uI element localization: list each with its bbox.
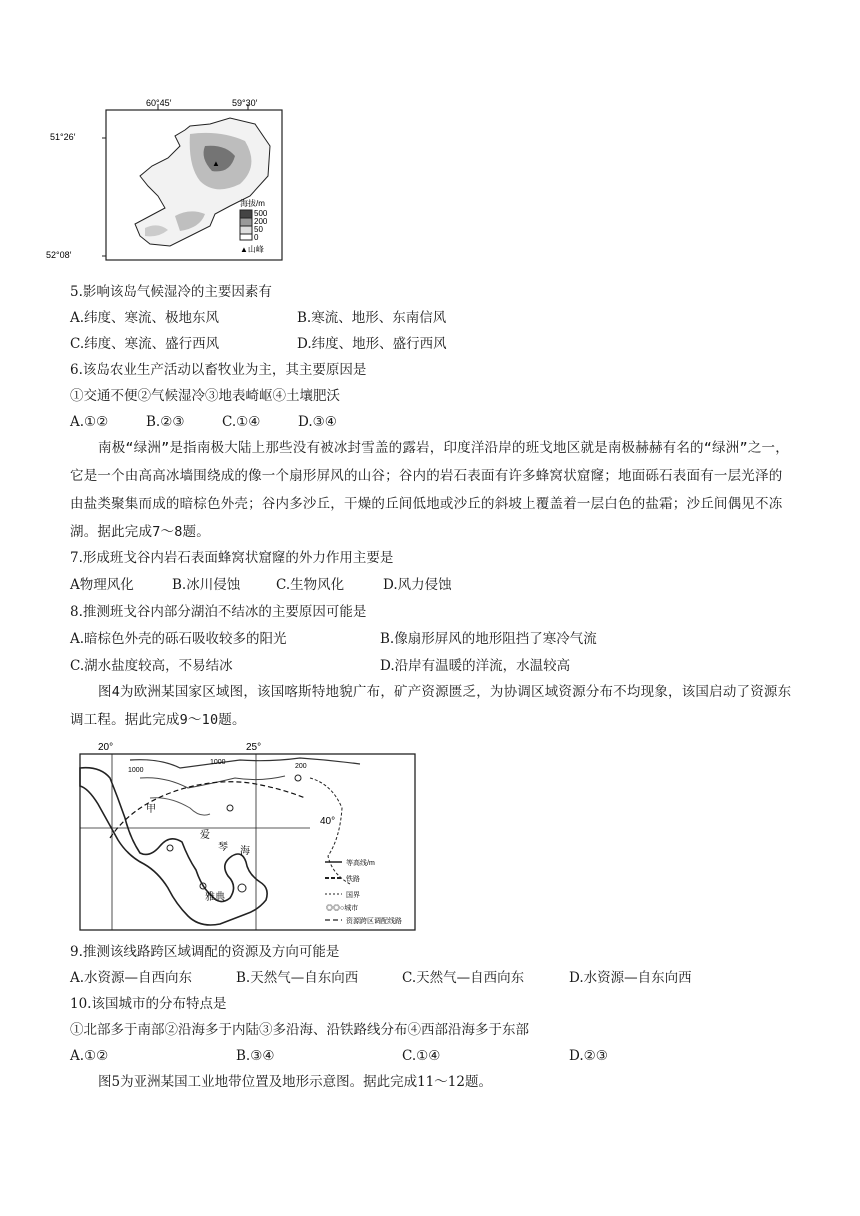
- q10-stem: 10.该国城市的分布特点是: [70, 996, 227, 1012]
- label-jia: 甲: [146, 804, 156, 815]
- q6-option-a: A.①②: [70, 414, 109, 430]
- contour-200: 200: [295, 763, 307, 770]
- legend-title: 海拔/m: [240, 199, 265, 208]
- legend-200: 200: [254, 217, 268, 226]
- q6-stem: 6.该岛农业生产活动以畜牧业为主，其主要原因是: [70, 362, 367, 378]
- region-map: [70, 738, 425, 933]
- lat-bottom-label: 52°08′: [46, 250, 72, 260]
- q7-option-c: C.生物风化: [276, 577, 345, 593]
- q7-stem: 7.形成班戈谷内岩石表面蜂窝状窟窿的外力作用主要是: [70, 550, 394, 566]
- lon-20-label: 20°: [98, 742, 114, 753]
- q6-option-b: B.②③: [146, 414, 185, 430]
- lon-right-label: 59°30′: [232, 98, 258, 108]
- q7-option-a: A物理风化: [70, 577, 134, 593]
- legend-50: 50: [254, 225, 263, 234]
- q7-option-b: B.冰川侵蚀: [172, 577, 241, 593]
- q8-option-a: A.暗棕色外壳的砾石吸收较多的阳光: [70, 631, 287, 647]
- q10-option-c: C.①④: [402, 1048, 441, 1064]
- lat-top-label: 51°26′: [50, 132, 76, 142]
- q9-option-c: C.天然气—自西向东: [402, 970, 525, 986]
- legend-contour: 等高线/m: [346, 860, 375, 867]
- q5-option-a: A.纬度、寒流、极地东风: [70, 310, 220, 326]
- sea-char-3: 海: [240, 846, 250, 857]
- q9-stem: 9.推测该线路跨区域调配的资源及方向可能是: [70, 944, 340, 960]
- legend-0: 0: [254, 233, 259, 242]
- passage-antarctic-oasis: 南极“绿洲”是指南极大陆上那些没有被冰封雪盖的露岩，印度洋沿岸的班戈地区就是南极赫赫有名的“绿洲”之一，它是一个由高高冰墙围绕成的像一个扇形屏风的山谷；谷内的岩石表面有许多蜂窝状窟窿；地面砾石表面有一层光泽的由盐类聚集而成的暗棕色外壳；谷内多沙丘，干燥的丘间低地或沙丘的斜坡上覆盖着一层白色的盐霜；沙丘间偶见不冻湖。据此完成7～8题。: [70, 440, 789, 540]
- city-athens: 雅典: [205, 892, 225, 903]
- q9-option-a: A.水资源—自西向东: [70, 970, 193, 986]
- q6-option-c: C.①④: [222, 414, 261, 430]
- q10-items: ①北部多于南部②沿海多于内陆③多沿海、沿铁路线分布④西部沿海多于东部: [70, 1022, 529, 1038]
- contour-1000-a: 1000: [128, 767, 144, 774]
- passage-asia-industry: 图5为亚洲某国工业地带位置及地形示意图。据此完成11～12题。: [98, 1074, 492, 1090]
- lon-left-label: 60°45′: [146, 98, 172, 108]
- q5-option-d: D.纬度、地形、盛行西风: [297, 336, 447, 352]
- q8-option-d: D.沿岸有温暖的洋流，水温较高: [380, 658, 571, 674]
- q5-option-b: B.寒流、地形、东南信风: [297, 310, 447, 326]
- peak-icon: ▲: [212, 159, 220, 168]
- q10-option-a: A.①②: [70, 1048, 109, 1064]
- contour-1000-b: 1000: [210, 759, 226, 766]
- q10-option-b: B.③④: [236, 1048, 275, 1064]
- q7-option-d: D.风力侵蚀: [383, 577, 452, 593]
- q8-stem: 8.推测班戈谷内部分湖泊不结冰的主要原因可能是: [70, 604, 367, 620]
- sea-char-2: 琴: [218, 842, 228, 853]
- q6-items: ①交通不便②气候湿冷③地表崎岖④土壤肥沃: [70, 388, 340, 404]
- q8-option-b: B.像扇形屏风的地形阻挡了寒冷气流: [380, 631, 597, 647]
- legend-peak: ▲山峰: [240, 245, 264, 254]
- legend-railway: 铁路: [346, 876, 360, 883]
- legend-border: 国界: [346, 892, 360, 899]
- q9-option-d: D.水资源—自东向西: [569, 970, 692, 986]
- q5-option-c: C.纬度、寒流、盛行西风: [70, 336, 220, 352]
- lon-25-label: 25°: [246, 742, 262, 753]
- passage-europe-country: 图4为欧洲某国家区域图，该国喀斯特地貌广布，矿产资源匮乏，为协调区域资源分布不均现象，该国启动了资源东调工程。据此完成9～10题。: [70, 684, 792, 728]
- legend-500: 500: [254, 209, 268, 218]
- q9-option-b: B.天然气—自东向西: [236, 970, 359, 986]
- legend-route: 资源跨区调配线路: [346, 918, 402, 925]
- q6-option-d: D.③④: [298, 414, 337, 430]
- island-map: [40, 96, 290, 268]
- q8-option-c: C.湖水盐度较高，不易结冰: [70, 658, 233, 674]
- legend-city: ◎◎○城市: [326, 905, 359, 912]
- sea-char-1: 爱: [200, 830, 210, 841]
- lat-40-label: 40°: [320, 816, 336, 827]
- q10-option-d: D.②③: [569, 1048, 608, 1064]
- q5-stem: 5.影响该岛气候湿冷的主要因素有: [70, 284, 272, 300]
